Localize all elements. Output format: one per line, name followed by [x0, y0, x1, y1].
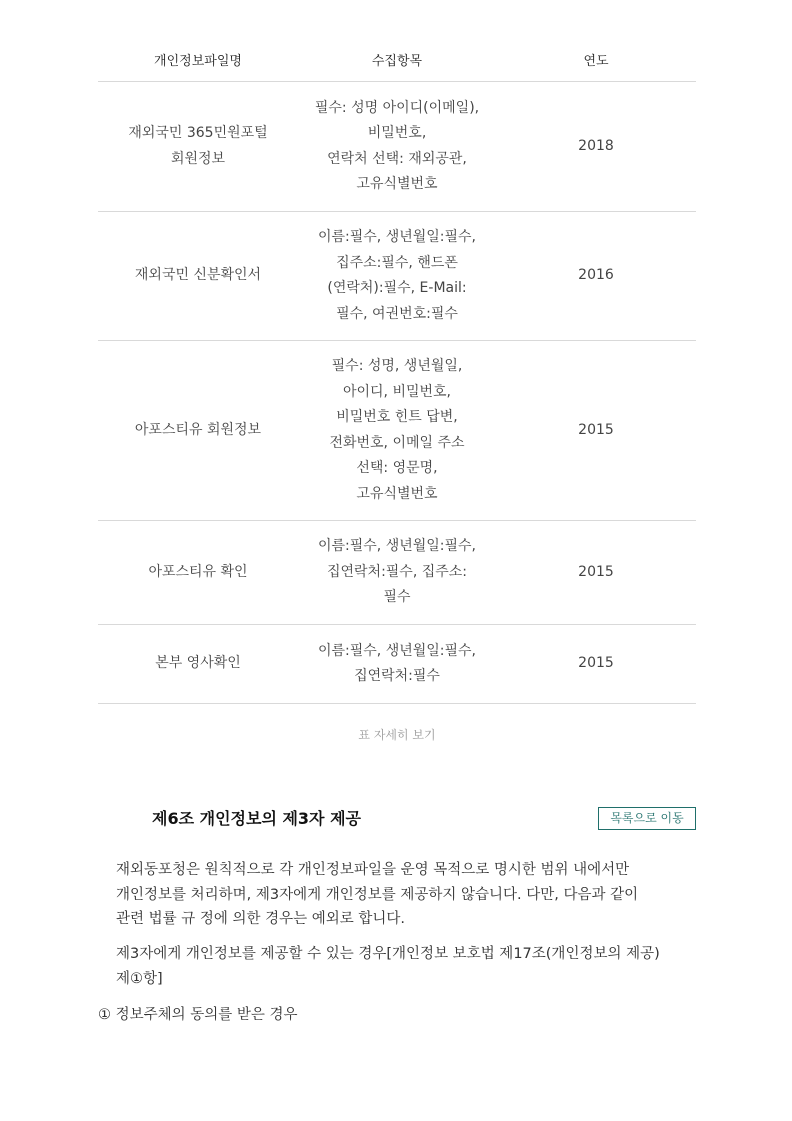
cell-file-name: [98, 521, 298, 625]
cell-text: 본부 영사확인: [155, 655, 241, 672]
cell-text: 아포스티유 회원정보: [134, 421, 262, 438]
cell-text: 아이디, 비밀번호,: [342, 383, 452, 400]
personal-info-file-table-container: [98, 38, 696, 704]
cell-collected-items: [298, 212, 496, 341]
cell-collected-items: [298, 521, 496, 625]
paragraph-line: 재외동포청은 원칙적으로 각 개인정보파일을 운영 목적으로 명시한 범위 내에서만: [116, 862, 630, 878]
table-row: [98, 521, 696, 625]
cell-text: 집연락처:필수, 집주소:: [326, 563, 468, 580]
cell-year: 2018: [496, 82, 696, 212]
cell-text: 집주소:필수, 핸드폰: [336, 254, 458, 271]
paragraph-line: 제3자에게 개인정보를 제공할 수 있는 경우[개인정보 보호법 제17조(개인정보의 제공): [116, 946, 660, 962]
cell-text: (연락처):필수, E-Mail:: [327, 280, 467, 296]
cell-file-name: [98, 82, 298, 212]
cell-text: 고유식별번호: [356, 485, 438, 502]
cell-collected-items: [298, 341, 496, 521]
cell-year: 2016: [496, 212, 696, 341]
paragraph-line: 관련 법률 규 정에 의한 경우는 예외로 합니다.: [116, 911, 405, 927]
table-body: [98, 82, 696, 704]
cell-text: 재외국민 신분확인서: [134, 267, 262, 284]
header-file-name: 개인정보파일명: [98, 38, 298, 82]
cell-text: 이름:필수, 생년월일:필수,: [317, 538, 477, 555]
personal-info-file-table: [98, 38, 696, 704]
cell-text: 필수, 여권번호:필수: [336, 305, 458, 322]
cell-text: 집연락처:필수: [354, 668, 440, 684]
cell-text: 선택: 영문명,: [356, 460, 438, 476]
cell-collected-items: [298, 82, 496, 212]
cell-text: 비밀번호 힌트 답변,: [336, 409, 458, 425]
cell-text: 필수: 성명, 생년월일,: [331, 358, 463, 374]
header-year: 연도: [496, 38, 696, 82]
cell-year: 2015: [496, 341, 696, 521]
table-row: [98, 212, 696, 341]
cell-collected-items: [298, 625, 496, 704]
cell-text: 아포스티유 확인: [148, 563, 248, 580]
section-title: 제6조 개인정보의 제3자 제공: [152, 809, 361, 828]
cell-file-name: [98, 341, 298, 521]
section-paragraph: [116, 942, 696, 991]
cell-text: 연락처 선택: 재외공관,: [327, 150, 467, 167]
cell-text: 고유식별번호: [356, 176, 438, 192]
cell-year: 2015: [496, 521, 696, 625]
cell-text: 비밀번호,: [367, 125, 427, 141]
table-row: [98, 625, 696, 704]
cell-year: 2015: [496, 625, 696, 704]
back-to-toc-button[interactable]: 목록으로 이동: [598, 807, 696, 830]
paragraph-line: 제①항]: [116, 970, 163, 987]
header-collected-items: 수집항목: [298, 38, 496, 82]
cell-text: 이름:필수, 생년월일:필수,: [317, 229, 477, 245]
section-paragraph: [116, 858, 696, 932]
table-detail-view-link[interactable]: 표 자세히 보기: [358, 728, 436, 742]
cell-text: 이름:필수, 생년월일:필수,: [317, 642, 477, 659]
cell-file-name: [98, 625, 298, 704]
cell-text: 필수: [383, 589, 411, 606]
table-header-row: [98, 38, 696, 82]
table-row: [98, 82, 696, 212]
table-row: [98, 341, 696, 521]
cell-text: 재외국민 365민원포털: [128, 125, 268, 141]
cell-text: 회원정보: [170, 150, 226, 167]
paragraph-line: 개인정보를 처리하며, 제3자에게 개인정보를 제공하지 않습니다. 다만, 다음과 같이: [116, 886, 639, 903]
cell-text: 전화번호, 이메일 주소: [329, 434, 465, 451]
numbered-list-item: ① 정보주체의 동의를 받은 경우: [98, 1007, 298, 1023]
cell-text: 필수: 성명 아이디(이메일),: [314, 99, 480, 116]
cell-file-name: [98, 212, 298, 341]
